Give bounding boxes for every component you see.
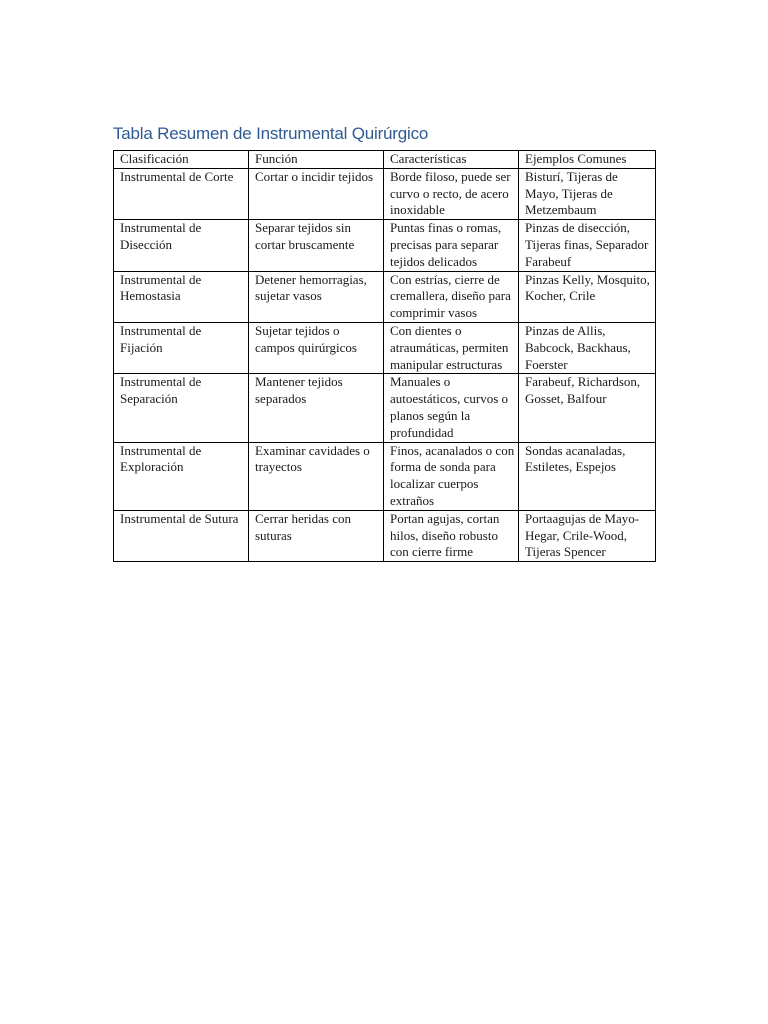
table-row	[114, 510, 656, 561]
header-funcion: Función	[249, 151, 384, 169]
table-cell: Farabeuf, Richardson, Gosset, Balfour	[519, 374, 656, 442]
table-row	[114, 271, 656, 322]
table-row	[114, 442, 656, 510]
table-cell: Finos, acanalados o con forma de sonda para localizar cuerpos extraños	[384, 442, 519, 510]
table-row	[114, 168, 656, 219]
table-cell: Mantener tejidos separados	[249, 374, 384, 442]
table-cell: Cortar o incidir tejidos	[249, 168, 384, 219]
table-cell: Borde filoso, puede ser curvo o recto, de acero inoxidable	[384, 168, 519, 219]
table-cell: Instrumental de Disección	[114, 220, 249, 271]
table-cell: Detener hemorragias, sujetar vasos	[249, 271, 384, 322]
table-cell: Instrumental de Exploración	[114, 442, 249, 510]
table-cell: Cerrar heridas con suturas	[249, 510, 384, 561]
table-row	[114, 322, 656, 373]
table-header-row	[114, 151, 656, 169]
table-cell: Con estrías, cierre de cremallera, diseño para comprimir vasos	[384, 271, 519, 322]
summary-table	[113, 150, 656, 562]
table-cell: Examinar cavidades o trayectos	[249, 442, 384, 510]
header-caracteristicas: Características	[384, 151, 519, 169]
table-row	[114, 374, 656, 442]
table-cell: Portaagujas de Mayo-Hegar, Crile-Wood, Tijeras Spencer	[519, 510, 656, 561]
table-cell: Separar tejidos sin cortar bruscamente	[249, 220, 384, 271]
table-cell: Instrumental de Corte	[114, 168, 249, 219]
table-cell: Portan agujas, cortan hilos, diseño robusto con cierre firme	[384, 510, 519, 561]
table-cell: Con dientes o atraumáticas, permiten manipular estructuras	[384, 322, 519, 373]
table-cell: Manuales o autoestáticos, curvos o planos según la profundidad	[384, 374, 519, 442]
table-cell: Pinzas Kelly, Mosquito, Kocher, Crile	[519, 271, 656, 322]
table-cell: Instrumental de Hemostasia	[114, 271, 249, 322]
table-cell: Pinzas de Allis, Babcock, Backhaus, Foerster	[519, 322, 656, 373]
table-cell: Instrumental de Fijación	[114, 322, 249, 373]
header-ejemplos: Ejemplos Comunes	[519, 151, 656, 169]
table-row	[114, 220, 656, 271]
table-cell: Puntas finas o romas, precisas para separar tejidos delicados	[384, 220, 519, 271]
document-title: Tabla Resumen de Instrumental Quirúrgico	[113, 124, 429, 143]
header-clasificacion: Clasificación	[114, 151, 249, 169]
table-cell: Pinzas de disección, Tijeras finas, Separador Farabeuf	[519, 220, 656, 271]
table-cell: Sondas acanaladas, Estiletes, Espejos	[519, 442, 656, 510]
table-cell: Instrumental de Separación	[114, 374, 249, 442]
table-cell: Sujetar tejidos o campos quirúrgicos	[249, 322, 384, 373]
table-cell: Bisturí, Tijeras de Mayo, Tijeras de Metzembaum	[519, 168, 656, 219]
table-cell: Instrumental de Sutura	[114, 510, 249, 561]
